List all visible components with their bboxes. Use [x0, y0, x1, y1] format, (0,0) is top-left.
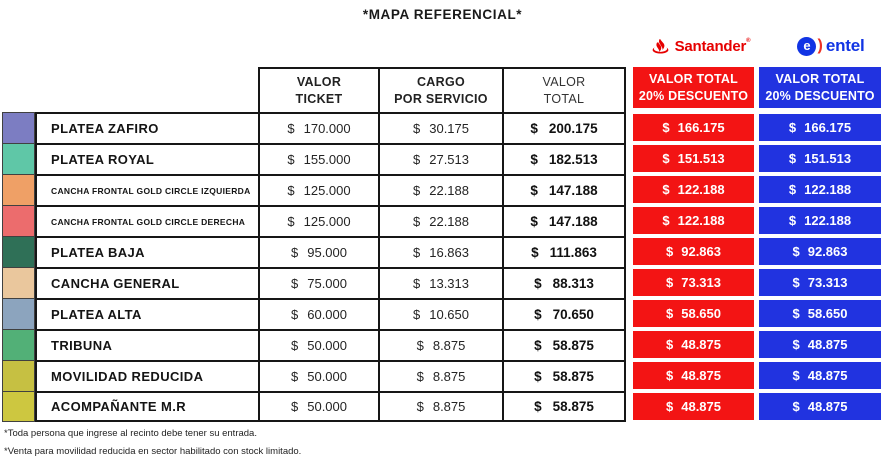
currency-symbol: $ [291, 399, 299, 414]
sector-name: CANCHA GENERAL [51, 276, 180, 291]
cargo-amount: 8.875 [432, 369, 466, 384]
ticket-amount: 50.000 [307, 399, 347, 414]
ticket-amount: 60.000 [307, 307, 347, 322]
entel-discount-cell [759, 207, 881, 234]
cargo-servicio-cell [378, 267, 502, 298]
currency-symbol: $ [792, 275, 800, 290]
currency-symbol: $ [534, 369, 542, 384]
valor-ticket-cell [258, 112, 378, 143]
cargo-amount: 16.863 [429, 245, 469, 260]
column-gap [626, 391, 633, 422]
total-amount: 182.513 [548, 152, 598, 167]
column-gap [626, 329, 633, 360]
sector-color-swatch [2, 391, 35, 422]
entel-amount: 92.863 [807, 244, 848, 259]
sector-name: MOVILIDAD REDUCIDA [51, 369, 204, 384]
sector-name: CANCHA FRONTAL GOLD CIRCLE IZQUIERDA [51, 185, 251, 196]
cargo-amount: 13.313 [429, 276, 469, 291]
currency-symbol: $ [788, 120, 797, 135]
sector-label-cell [35, 298, 258, 329]
cargo-amount: 10.650 [429, 307, 469, 322]
currency-symbol: $ [534, 399, 542, 414]
santander-logo [644, 38, 756, 55]
valor-total-cell [502, 112, 626, 143]
entel-amount: 58.650 [807, 306, 848, 321]
header-valor-ticket: VALOR TICKET [258, 67, 378, 112]
currency-symbol: $ [792, 306, 800, 321]
valor-ticket-cell [258, 267, 378, 298]
currency-symbol: $ [413, 276, 421, 291]
ticket-amount: 155.000 [303, 152, 351, 167]
santander-discount-cell [633, 114, 754, 141]
entel-paren-icon: ) [817, 37, 823, 54]
sector-color-swatch [2, 298, 35, 329]
currency-symbol: $ [416, 338, 424, 353]
currency-symbol: $ [530, 121, 538, 136]
valor-total-cell [502, 391, 626, 422]
currency-symbol: $ [413, 214, 421, 229]
column-gap [626, 67, 633, 112]
currency-symbol: $ [534, 307, 542, 322]
currency-symbol: $ [413, 183, 421, 198]
santander-amount: 48.875 [681, 337, 721, 352]
column-gap [626, 236, 633, 267]
currency-symbol: $ [666, 244, 674, 259]
valor-ticket-cell [258, 205, 378, 236]
currency-symbol: $ [413, 307, 421, 322]
santander-discount-cell [633, 300, 754, 327]
currency-symbol: $ [792, 244, 800, 259]
currency-symbol: $ [662, 213, 670, 228]
valor-total-cell [502, 298, 626, 329]
total-amount: 147.188 [548, 214, 598, 229]
entel-e-icon: e [797, 37, 816, 56]
entel-amount: 122.188 [804, 213, 852, 228]
santander-amount: 48.875 [681, 368, 721, 383]
header-cargo-servicio: CARGO POR SERVICIO [378, 67, 502, 112]
column-gap [626, 360, 633, 391]
entel-discount-cell [759, 238, 881, 265]
santander-amount: 92.863 [681, 244, 721, 259]
currency-symbol: $ [666, 368, 674, 383]
currency-symbol: $ [416, 369, 424, 384]
currency-symbol: $ [792, 337, 800, 352]
valor-ticket-cell [258, 236, 378, 267]
total-amount: 58.875 [552, 399, 594, 414]
cargo-servicio-cell [378, 205, 502, 236]
sector-name: PLATEA BAJA [51, 245, 145, 260]
ticket-amount: 95.000 [307, 245, 347, 260]
column-gap [626, 174, 633, 205]
entel-logo [779, 36, 883, 56]
entel-amount: 151.513 [804, 151, 852, 166]
santander-amount: 58.650 [681, 306, 721, 321]
cargo-amount: 22.188 [429, 214, 469, 229]
ticket-amount: 50.000 [307, 338, 347, 353]
cargo-servicio-cell [378, 360, 502, 391]
currency-symbol: $ [788, 213, 797, 228]
sector-color-swatch [2, 329, 35, 360]
currency-symbol: $ [788, 182, 797, 197]
sector-label-cell [35, 329, 258, 360]
valor-total-cell [502, 267, 626, 298]
cargo-amount: 27.513 [429, 152, 469, 167]
santander-discount-cell [633, 207, 754, 234]
currency-symbol: $ [792, 368, 800, 383]
header-label-spacer [35, 67, 258, 112]
santander-amount: 122.188 [677, 213, 725, 228]
santander-wordmark: Santander® [674, 38, 751, 55]
currency-symbol: $ [666, 275, 674, 290]
cargo-servicio-cell [378, 143, 502, 174]
currency-symbol: $ [534, 276, 542, 291]
sector-name: ACOMPAÑANTE M.R [51, 399, 187, 414]
sector-label-cell [35, 112, 258, 143]
currency-symbol: $ [287, 183, 295, 198]
column-gap [626, 112, 633, 143]
sector-label-cell [35, 267, 258, 298]
valor-ticket-cell [258, 329, 378, 360]
currency-symbol: $ [662, 120, 670, 135]
valor-ticket-cell [258, 143, 378, 174]
ticket-amount: 170.000 [303, 121, 351, 136]
valor-ticket-cell [258, 298, 378, 329]
valor-ticket-cell [258, 174, 378, 205]
sector-name: CANCHA FRONTAL GOLD CIRCLE DERECHA [51, 216, 246, 227]
sector-color-swatch [2, 360, 35, 391]
header-swatch-spacer [2, 67, 35, 112]
valor-total-cell [502, 329, 626, 360]
santander-amount: 48.875 [681, 399, 721, 414]
valor-total-cell [502, 143, 626, 174]
sector-color-swatch [2, 143, 35, 174]
sector-label-cell [35, 391, 258, 422]
sector-name: PLATEA ALTA [51, 307, 142, 322]
cargo-amount: 8.875 [432, 338, 466, 353]
santander-amount: 73.313 [681, 275, 721, 290]
currency-symbol: $ [666, 399, 674, 414]
currency-symbol: $ [291, 245, 299, 260]
total-amount: 111.863 [549, 245, 597, 260]
total-amount: 147.188 [548, 183, 598, 198]
header-valor-total: VALOR TOTAL [502, 67, 626, 112]
currency-symbol: $ [416, 399, 424, 414]
sector-name: PLATEA ZAFIRO [51, 121, 159, 136]
santander-discount-cell [633, 393, 754, 420]
currency-symbol: $ [287, 214, 295, 229]
sector-label-cell [35, 360, 258, 391]
entel-discount-cell [759, 145, 881, 172]
santander-amount: 151.513 [677, 151, 725, 166]
pricing-table [2, 67, 881, 422]
sector-label-cell [35, 205, 258, 236]
santander-discount-cell [633, 176, 754, 203]
currency-symbol: $ [291, 338, 299, 353]
header-santander-discount: VALOR TOTAL 20% DESCUENTO [633, 67, 754, 108]
entel-discount-cell [759, 114, 881, 141]
cargo-amount: 30.175 [429, 121, 469, 136]
currency-symbol: $ [788, 151, 797, 166]
cargo-servicio-cell [378, 298, 502, 329]
entel-amount: 48.875 [807, 399, 848, 414]
column-gap [626, 298, 633, 329]
column-gap [626, 205, 633, 236]
column-gap [626, 267, 633, 298]
entel-amount: 166.175 [804, 120, 852, 135]
ticket-amount: 125.000 [303, 183, 351, 198]
currency-symbol: $ [287, 121, 295, 136]
total-amount: 200.175 [548, 121, 598, 136]
cargo-servicio-cell [378, 236, 502, 267]
entel-discount-cell [759, 300, 881, 327]
currency-symbol: $ [666, 337, 674, 352]
total-amount: 70.650 [552, 307, 594, 322]
ticket-amount: 125.000 [303, 214, 351, 229]
entel-discount-cell [759, 362, 881, 389]
sector-color-swatch [2, 112, 35, 143]
entel-discount-cell [759, 331, 881, 358]
currency-symbol: $ [413, 245, 421, 260]
entel-amount: 73.313 [807, 275, 848, 290]
entel-amount: 122.188 [804, 182, 852, 197]
entel-amount: 48.875 [807, 368, 848, 383]
sector-label-cell [35, 143, 258, 174]
currency-symbol: $ [792, 399, 800, 414]
currency-symbol: $ [291, 369, 299, 384]
cargo-amount: 22.188 [429, 183, 469, 198]
sector-name: TRIBUNA [51, 338, 113, 353]
santander-discount-cell [633, 362, 754, 389]
valor-ticket-cell [258, 391, 378, 422]
entel-discount-cell [759, 393, 881, 420]
currency-symbol: $ [666, 306, 674, 321]
sector-label-cell [35, 174, 258, 205]
valor-total-cell [502, 205, 626, 236]
currency-symbol: $ [287, 152, 295, 167]
sector-label-cell [35, 236, 258, 267]
entel-discount-cell [759, 176, 881, 203]
cargo-servicio-cell [378, 112, 502, 143]
footnote-entry-required: *Toda persona que ingrese al recinto debe tener su entrada. [4, 428, 257, 439]
currency-symbol: $ [662, 151, 670, 166]
currency-symbol: $ [530, 183, 538, 198]
footnote-reduced-mobility: *Venta para movilidad reducida en sector habilitado con stock limitado. [4, 446, 302, 457]
ticket-amount: 50.000 [307, 369, 347, 384]
cargo-servicio-cell [378, 391, 502, 422]
currency-symbol: $ [530, 214, 538, 229]
santander-discount-cell [633, 145, 754, 172]
ticket-amount: 75.000 [307, 276, 347, 291]
sector-color-swatch [2, 205, 35, 236]
entel-amount: 48.875 [807, 337, 848, 352]
currency-symbol: $ [534, 338, 542, 353]
entel-discount-cell [759, 269, 881, 296]
valor-total-cell [502, 360, 626, 391]
cargo-amount: 8.875 [432, 399, 466, 414]
santander-discount-cell [633, 331, 754, 358]
santander-amount: 166.175 [677, 120, 725, 135]
santander-amount: 122.188 [677, 182, 725, 197]
currency-symbol: $ [291, 276, 299, 291]
santander-discount-cell [633, 269, 754, 296]
total-amount: 58.875 [552, 338, 594, 353]
registered-mark: ® [746, 38, 751, 44]
cargo-servicio-cell [378, 174, 502, 205]
total-amount: 58.875 [552, 369, 594, 384]
currency-symbol: $ [530, 152, 538, 167]
sector-name: PLATEA ROYAL [51, 152, 155, 167]
currency-symbol: $ [413, 121, 421, 136]
valor-total-cell [502, 174, 626, 205]
total-amount: 88.313 [552, 276, 594, 291]
currency-symbol: $ [662, 182, 670, 197]
sector-color-swatch [2, 236, 35, 267]
santander-discount-cell [633, 238, 754, 265]
sector-color-swatch [2, 174, 35, 205]
valor-total-cell [502, 236, 626, 267]
valor-ticket-cell [258, 360, 378, 391]
currency-symbol: $ [531, 245, 539, 260]
cargo-servicio-cell [378, 329, 502, 360]
page-title: *MAPA REFERENCIAL* [362, 7, 523, 22]
currency-symbol: $ [291, 307, 299, 322]
sector-color-swatch [2, 267, 35, 298]
column-gap [626, 143, 633, 174]
header-entel-discount: VALOR TOTAL 20% DESCUENTO [759, 67, 881, 108]
santander-flame-icon [650, 39, 671, 54]
entel-wordmark: entel [825, 36, 865, 55]
currency-symbol: $ [413, 152, 421, 167]
